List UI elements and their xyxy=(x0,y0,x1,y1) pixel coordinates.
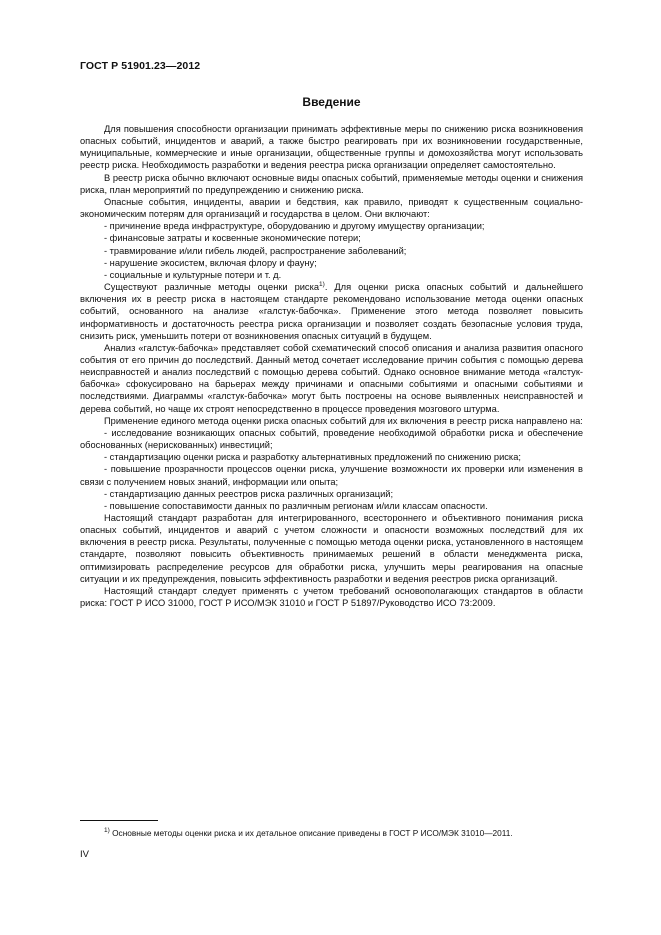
list-item: - причинение вреда инфраструктуре, оборудованию и другому имуществу организации; xyxy=(104,221,485,232)
paragraph: Анализ «галстук-бабочка» представляет собой схематический способ описания и анализа развития опасного события от его причин до последствий. Данный метод сочетает исследование причин события с помощью дерева неисправностей и анализ последствий с помощью дерева событий. Однако основное внимание метода «галстук-бабочка» сфокусировано на барьерах между причинами и опасными событиями и опасными событиями и последствиями. Диаграммы «галстук-бабочка» могут быть построены на основе выявленных неисправностей и дерева событий, но чаще их строят непосредственно в процессе проведения мозгового штурма. xyxy=(80,342,583,414)
standard-code-header: ГОСТ Р 51901.23—2012 xyxy=(80,60,201,72)
paragraph: Применение единого метода оценки риска опасных событий для их включения в реестр риска направлено на: xyxy=(104,415,583,426)
list-item: - исследование возникающих опасных событий, проведение необходимой обработки риска и обеспечение обоснованных (нерискованных) инвестиций; xyxy=(80,427,583,451)
list-item: - повышение сопоставимости данных по различным регионам и/или классам опасности. xyxy=(104,500,488,511)
footnote xyxy=(80,828,583,839)
methods-paragraph xyxy=(80,281,583,342)
paragraph: Для повышения способности организации принимать эффективные меры по снижению риска возникновения опасных событий, инцидентов и аварий, а также быстро реагировать при их возникновении государственные, муниципальные, коммерческие и иные организации, общественные группы и домохозяйства могут использовать реестр риска. Необходимость разработки и ведения реестра риска организации определяет самостоятельно. xyxy=(80,124,583,171)
list-item: - стандартизацию данных реестров риска различных организаций; xyxy=(104,488,394,499)
page-number: IV xyxy=(80,849,89,860)
paragraph: Настоящий стандарт разработан для интегрированного, всестороннего и объективного понимания риска опасных событий, инцидентов и аварий с учетом сложности и опасности возможных последствий для их включения в реестр риска. Результаты, полученные с помощью метода оценки риска, установленного в настоящем стандарте, позволяют повысить объективность принимаемых решений в области менеджмента риска, оптимизировать распределение ресурсов для обработки риска, улучшить меры реагирования на опасные ситуации и их предупреждения, повысить эффективность разработки и ведения реестров риска организаций. xyxy=(80,513,583,584)
footnote-text: Основные методы оценки риска и их детальное описание приведены в ГОСТ Р ИСО/МЭК 31010—2011. xyxy=(109,828,513,838)
paragraph: Настоящий стандарт следует применять с учетом требований основополагающих стандартов в области риска: ГОСТ Р ИСО 31000, ГОСТ Р ИСО/МЭК 31010 и ГОСТ Р 51897/Руководство ИСО 73:2009. xyxy=(80,585,583,609)
paragraph: В реестр риска обычно включают основные виды опасных событий, применяемые методы оценки и снижения риска, план мероприятий по предупреждению и снижению риска. xyxy=(80,172,583,195)
footnote-marker: 1) xyxy=(104,827,110,834)
list-item: - травмирование и/или гибель людей, распространение заболеваний; xyxy=(104,245,407,256)
footnote-divider xyxy=(80,820,158,821)
methods-text-end: . Для оценки риска опасных событий и дальнейшего включения их в реестр риска в настоящем стандарте рекомендовано использование метода оценки опасных событий, основанного на анализе «галстук-бабочка». Применение этого метода позволяет повысить информативность и достаточность реестра риска организации и позволяет создать безопасные условия труда, снизить риск, уменьшить потери от возникновения опасных ситуаций в будущем. xyxy=(80,282,583,341)
section-title: Введение xyxy=(302,95,361,109)
methods-text-start: Существуют различные методы оценки риска xyxy=(104,282,320,293)
paragraph: Опасные события, инциденты, аварии и бедствия, как правило, приводят к существенным социально-экономическим потерям для организаций и государства в целом. Они включают: xyxy=(80,196,583,220)
list-item: - стандартизацию оценки риска и разработку альтернативных предложений по снижению риска; xyxy=(104,452,521,463)
list-item: - повышение прозрачности процессов оценки риска, улучшение возможности их проверки или изменения в связи с получением новых знаний, информации или опыта; xyxy=(80,464,583,487)
footnote-reference: 1) xyxy=(319,281,325,289)
document-body xyxy=(80,123,583,609)
list-item: - финансовые затраты и косвенные экономические потери; xyxy=(104,233,361,244)
list-item: - социальные и культурные потери и т. д. xyxy=(104,269,282,280)
list-item: - нарушение экосистем, включая флору и фауну; xyxy=(104,257,317,268)
